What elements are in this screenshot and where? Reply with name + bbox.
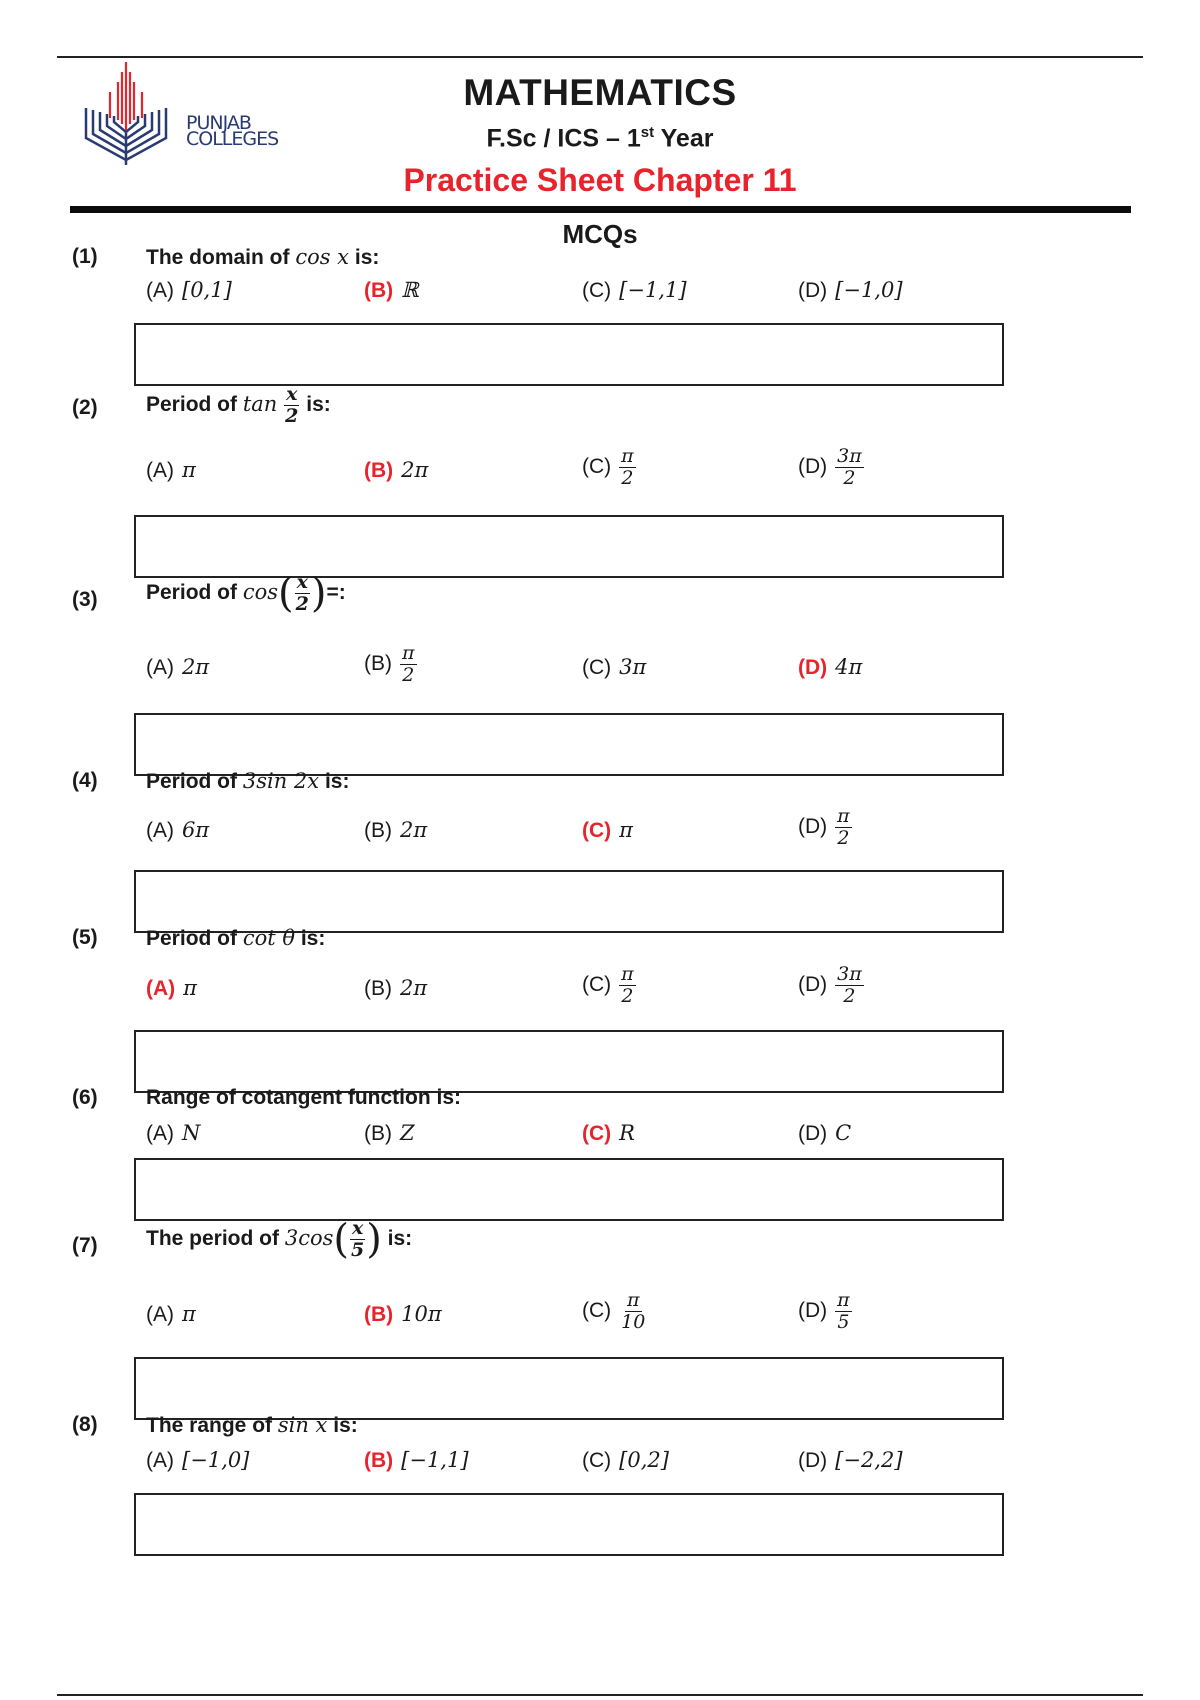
- option-value: N: [182, 1121, 201, 1145]
- question-number: (2): [72, 396, 98, 419]
- option-value: ℝ: [401, 278, 419, 302]
- question-text: [146, 1413, 358, 1438]
- option-d[interactable]: [798, 1448, 903, 1473]
- option-label: (A): [146, 459, 174, 482]
- option-label: (D): [798, 1122, 828, 1145]
- fraction-denominator: 2: [621, 985, 634, 1007]
- option-d[interactable]: [798, 806, 852, 849]
- fraction-numerator: x: [286, 383, 298, 405]
- option-label: (A): [146, 1449, 174, 1472]
- option-b[interactable]: [364, 818, 427, 843]
- fraction-numerator: π: [837, 1289, 850, 1311]
- option-label: (D): [798, 279, 828, 302]
- option-value: [−1,1]: [619, 278, 687, 302]
- question-text-lead: Period of: [146, 393, 243, 417]
- option-a[interactable]: [146, 655, 209, 680]
- question-number: (1): [72, 245, 98, 268]
- question-text-lead: Period of: [146, 770, 243, 793]
- option-a[interactable]: [146, 1121, 200, 1146]
- option-label: (B): [364, 1122, 392, 1145]
- option-value: [0,2]: [619, 1448, 669, 1472]
- answer-box[interactable]: [134, 323, 1004, 386]
- question-text-tail: is:: [327, 1414, 358, 1437]
- option-value: 2π: [182, 655, 210, 679]
- option-label: (A): [146, 1122, 174, 1145]
- fraction-numerator: π: [837, 805, 850, 827]
- question-number: (3): [72, 588, 98, 611]
- fraction-numerator: π: [621, 445, 634, 467]
- top-rule: [57, 56, 1143, 58]
- question-text-tail: is:: [295, 927, 326, 950]
- page-title: MATHEMATICS: [463, 72, 737, 113]
- section-heading: MCQs: [562, 219, 638, 249]
- option-value: π: [183, 976, 197, 1000]
- option-value: Z: [400, 1121, 415, 1145]
- option-fraction: [619, 964, 636, 1007]
- class-subtitle: [300, 124, 900, 153]
- question-text-lead: The domain of: [146, 246, 296, 269]
- option-b[interactable]: [364, 643, 417, 686]
- option-d[interactable]: [798, 1121, 851, 1146]
- option-value: π: [619, 818, 633, 842]
- logo-line-2: COLLEGES: [186, 128, 279, 150]
- option-label: (D): [798, 1449, 828, 1472]
- option-label: (B): [364, 1449, 394, 1472]
- question-text-tail: =:: [326, 581, 346, 605]
- question-math: 3cos: [284, 1226, 334, 1251]
- option-label: (A): [146, 977, 176, 1000]
- option-c[interactable]: [582, 818, 633, 843]
- question-text-tail: is:: [349, 246, 380, 269]
- question-text-lead: Period of: [146, 927, 243, 950]
- option-value: 2π: [401, 458, 429, 482]
- subtitle-prefix: F.Sc / ICS – 1: [486, 124, 641, 153]
- question-math: sin x: [277, 1413, 328, 1437]
- fraction-denominator: 5: [350, 1239, 365, 1261]
- option-b[interactable]: [364, 1121, 415, 1146]
- option-b[interactable]: [364, 1448, 469, 1473]
- sheet-title: Practice Sheet Chapter 11: [403, 162, 797, 198]
- option-value: 2π: [400, 818, 428, 842]
- fraction-denominator: 2: [295, 593, 309, 615]
- option-d[interactable]: [798, 964, 864, 1007]
- option-label: (B): [364, 279, 394, 302]
- option-label: (A): [146, 656, 174, 679]
- fraction-denominator: 2: [285, 405, 299, 427]
- question-text-lead: The range of: [146, 1414, 278, 1437]
- option-label: (C): [582, 1122, 612, 1145]
- question-fraction: [283, 384, 300, 427]
- logo-line-1: PUNJAB: [186, 112, 251, 134]
- fraction-numerator: x: [351, 1217, 364, 1239]
- bottom-rule: [57, 1694, 1143, 1696]
- option-value: π: [182, 458, 196, 482]
- option-a[interactable]: [146, 458, 196, 483]
- question-number: (6): [72, 1086, 98, 1109]
- option-d[interactable]: [798, 1290, 852, 1333]
- option-value: 2π: [400, 976, 428, 1000]
- question-math: cos: [242, 580, 279, 605]
- option-b[interactable]: [364, 976, 427, 1001]
- fraction-denominator: 2: [837, 827, 850, 849]
- option-d[interactable]: [798, 655, 862, 680]
- fraction-numerator: 3π: [837, 445, 862, 467]
- option-label: (D): [798, 1299, 828, 1323]
- answer-box[interactable]: [134, 1357, 1004, 1420]
- option-label: (B): [364, 652, 392, 676]
- option-label: (D): [798, 815, 828, 839]
- question-text-tail: is:: [300, 393, 331, 417]
- fraction-numerator: π: [621, 963, 634, 985]
- option-value: C: [835, 1121, 852, 1145]
- option-label: (C): [582, 455, 612, 479]
- option-label: (C): [582, 656, 612, 679]
- answer-box[interactable]: [134, 870, 1004, 933]
- option-value: R: [619, 1121, 635, 1145]
- question-math: cot θ: [242, 926, 296, 950]
- option-label: (A): [146, 819, 174, 842]
- question-number: (8): [72, 1413, 98, 1436]
- option-label: (C): [582, 1449, 612, 1472]
- question-text-lead: The period of: [146, 1227, 285, 1251]
- logo-wordmark: [186, 112, 279, 150]
- option-a[interactable]: [146, 818, 209, 843]
- option-label: (A): [146, 1303, 174, 1326]
- option-label: (B): [364, 459, 394, 482]
- right-paren: ): [366, 1216, 382, 1263]
- option-c[interactable]: [582, 278, 687, 303]
- answer-box[interactable]: [134, 515, 1004, 578]
- option-fraction: [835, 806, 852, 849]
- option-label: (B): [364, 1303, 394, 1326]
- option-a[interactable]: [146, 278, 232, 303]
- fraction-denominator: 10: [621, 1311, 646, 1333]
- option-value: [−1,1]: [401, 1448, 469, 1472]
- option-d[interactable]: [798, 278, 903, 303]
- question-number: (5): [72, 926, 98, 949]
- right-paren: ): [310, 570, 327, 617]
- fraction-numerator: π: [627, 1289, 640, 1311]
- header-divider: [70, 206, 1131, 213]
- option-label: (D): [798, 455, 828, 479]
- fraction-denominator: 2: [843, 985, 856, 1007]
- option-value: 3π: [619, 655, 647, 679]
- option-label: (C): [582, 819, 612, 842]
- option-value: 6π: [182, 818, 210, 842]
- option-label: (B): [364, 977, 392, 1000]
- question-math: cos x: [295, 245, 350, 269]
- subtitle-suffix: Year: [654, 124, 714, 153]
- question-fraction: [349, 1218, 366, 1261]
- option-value: π: [182, 1302, 196, 1326]
- question-text: [146, 384, 331, 427]
- option-value: [0,1]: [182, 278, 232, 302]
- option-label: (C): [582, 1299, 612, 1323]
- option-c[interactable]: [582, 964, 636, 1007]
- question-number: (7): [72, 1234, 98, 1257]
- question-text: [146, 926, 325, 951]
- option-b[interactable]: [364, 458, 428, 483]
- question-text: [146, 245, 379, 270]
- question-text-tail: is:: [381, 1227, 413, 1251]
- question-math: tan: [242, 392, 278, 417]
- answer-box[interactable]: [134, 1493, 1004, 1556]
- fraction-denominator: 2: [621, 467, 634, 489]
- option-value: [−1,0]: [835, 278, 903, 302]
- question-text-lead: Period of: [146, 581, 243, 605]
- question-text: [146, 1218, 412, 1261]
- left-paren: (: [278, 570, 294, 617]
- question-fraction: [294, 572, 311, 615]
- question-number: (4): [72, 769, 98, 792]
- left-paren: (: [333, 1216, 349, 1263]
- question-text: [146, 1086, 461, 1110]
- option-b[interactable]: [364, 278, 419, 303]
- fraction-denominator: 5: [837, 1311, 850, 1333]
- question-text: [146, 769, 349, 794]
- fraction-numerator: x: [296, 571, 308, 593]
- option-label: (C): [582, 973, 612, 997]
- question-text: [146, 572, 346, 615]
- answer-box[interactable]: [134, 1158, 1004, 1221]
- option-label: (A): [146, 279, 174, 302]
- fraction-numerator: 3π: [837, 963, 862, 985]
- option-b[interactable]: [364, 1302, 442, 1327]
- option-a[interactable]: [146, 1448, 249, 1473]
- question-text-tail: is:: [319, 770, 350, 793]
- option-a[interactable]: [146, 1302, 196, 1327]
- option-label: (B): [364, 819, 392, 842]
- fraction-denominator: 2: [843, 467, 856, 489]
- punjab-colleges-logo: [80, 60, 300, 180]
- option-c[interactable]: [582, 1121, 635, 1146]
- option-value: 10π: [401, 1302, 442, 1326]
- question-math: 3sin 2x: [242, 769, 320, 793]
- option-fraction: [619, 446, 636, 489]
- option-fraction: [835, 964, 864, 1007]
- option-value: 4π: [835, 655, 863, 679]
- option-fraction: [400, 643, 417, 686]
- option-c[interactable]: [582, 446, 636, 489]
- answer-box[interactable]: [134, 1030, 1004, 1093]
- option-c[interactable]: [582, 655, 646, 680]
- option-value: [−2,2]: [835, 1448, 903, 1472]
- option-value: [−1,0]: [182, 1448, 250, 1472]
- option-fraction: [835, 1290, 852, 1333]
- fraction-numerator: π: [402, 642, 415, 664]
- option-label: (D): [798, 656, 828, 679]
- option-fraction: [835, 446, 864, 489]
- option-a[interactable]: [146, 976, 197, 1001]
- logo-emblem-icon: [80, 60, 180, 170]
- answer-box[interactable]: [134, 713, 1004, 776]
- option-label: (D): [798, 973, 828, 997]
- fraction-denominator: 2: [402, 664, 415, 686]
- option-c[interactable]: [582, 1290, 647, 1333]
- option-d[interactable]: [798, 446, 864, 489]
- option-c[interactable]: [582, 1448, 669, 1473]
- option-fraction: [619, 1290, 647, 1333]
- option-label: (C): [582, 279, 612, 302]
- subtitle-sup: st: [640, 124, 655, 141]
- question-text-lead: Range of cotangent function is:: [146, 1086, 461, 1109]
